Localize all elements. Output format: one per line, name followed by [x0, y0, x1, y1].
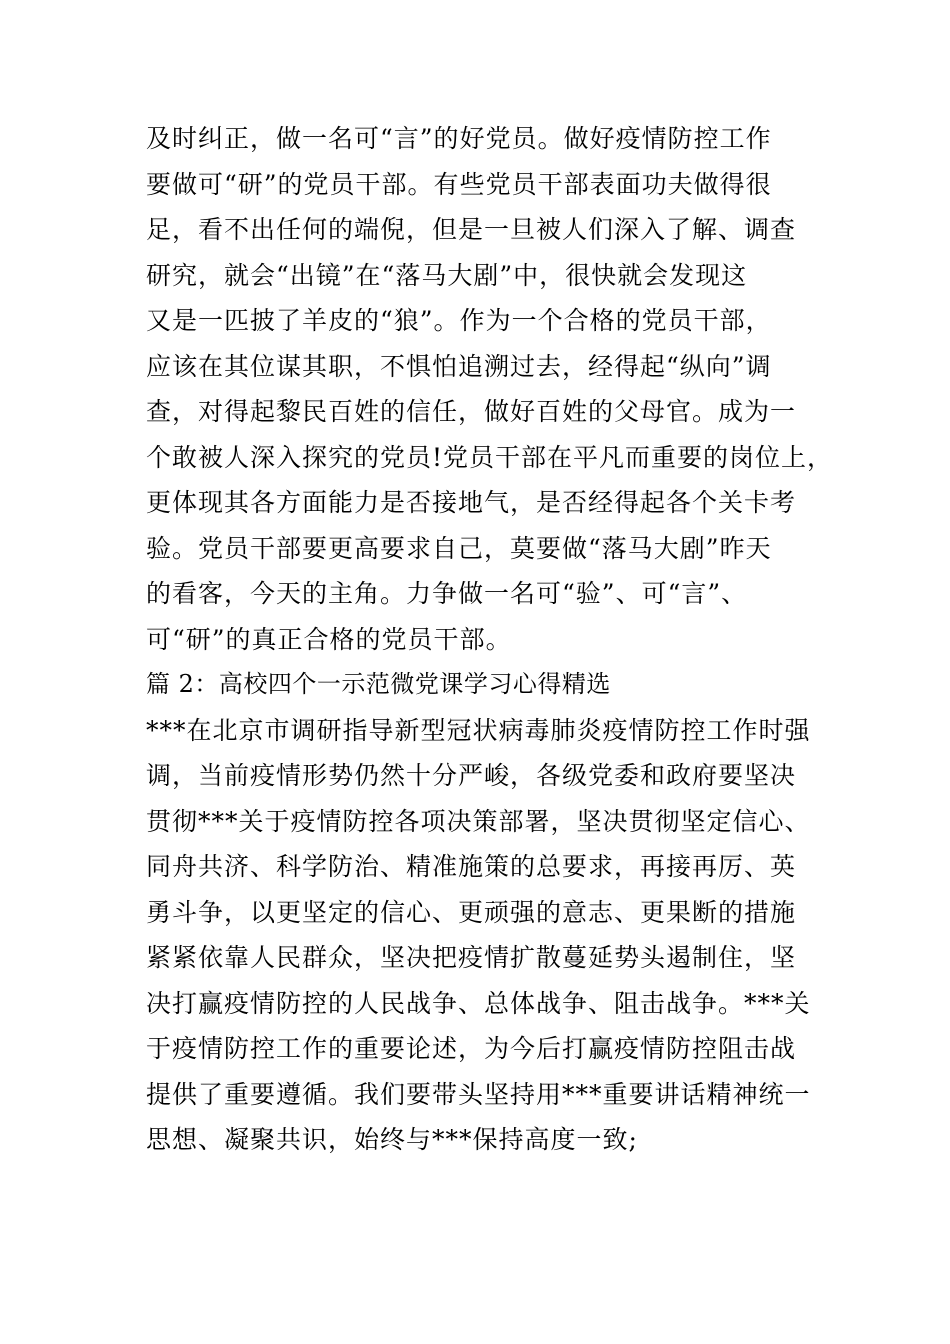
- text-line: 的看客，今天的主角。力争做一名可“验”、可“言”、: [146, 579, 748, 608]
- text-line: 查，对得起黎民百姓的信任，做好百姓的父母官。成为一: [146, 397, 797, 426]
- text-line: 验。党员干部要更高要求自己，莫要做“落马大剧”昨天: [146, 533, 772, 563]
- text-line: 于疫情防控工作的重要论述，为今后打赢疫情防控阻击战: [146, 1034, 797, 1063]
- text-line: 更体现其各方面能力是否接地气，是否经得起各个关卡考: [146, 488, 797, 517]
- text-line: 贯彻***关于疫情防控各项决策部署，坚决贯彻坚定信心、: [146, 806, 811, 836]
- text-line: 提供了重要遵循。我们要带头坚持用***重要讲话精神统一: [146, 1079, 811, 1109]
- text-line: 决打赢疫情防控的人民战争、总体战争、阻击战争。***关: [146, 988, 811, 1018]
- text-line: 个敢被人深入探究的党员!党员干部在平凡而重要的岗位上，: [146, 442, 834, 472]
- text-line: 紧紧依靠人民群众，坚决把疫情扩散蔓延势头遏制住，坚: [146, 943, 797, 972]
- text-line: 勇斗争，以更坚定的信心、更顽强的意志、更果断的措施: [146, 897, 797, 927]
- text-line: 足，看不出任何的端倪，但是一旦被人们深入了解、调查: [146, 215, 797, 244]
- document-body: [146, 116, 834, 1163]
- text-line: ***在北京市调研指导新型冠状病毒肺炎疫情防控工作时强: [146, 715, 811, 745]
- text-line: 同舟共济、科学防治、精准施策的总要求，再接再厉、英: [146, 852, 797, 881]
- text-line: 及时纠正，做一名可“言”的好党员。做好疫情防控工作: [146, 124, 772, 153]
- section-heading: 篇 2：高校四个一示范微党课学习心得精选: [146, 670, 611, 698]
- text-line: 要做可“研”的党员干部。有些党员干部表面功夫做得很: [146, 169, 772, 199]
- text-line: 思想、凝聚共识，始终与***保持高度一致;: [146, 1125, 638, 1154]
- text-line: 研究，就会“出镜”在“落马大剧”中，很快就会发现这: [146, 260, 748, 290]
- text-line: 可“研”的真正合格的党员干部。: [146, 624, 512, 654]
- text-line: 应该在其位谋其职，不惧怕追溯过去，经得起“纵向”调: [146, 351, 772, 381]
- text-line: 又是一匹披了羊皮的“狼”。作为一个合格的党员干部，: [146, 306, 772, 335]
- text-line: 调，当前疫情形势仍然十分严峻，各级党委和政府要坚决: [146, 761, 797, 790]
